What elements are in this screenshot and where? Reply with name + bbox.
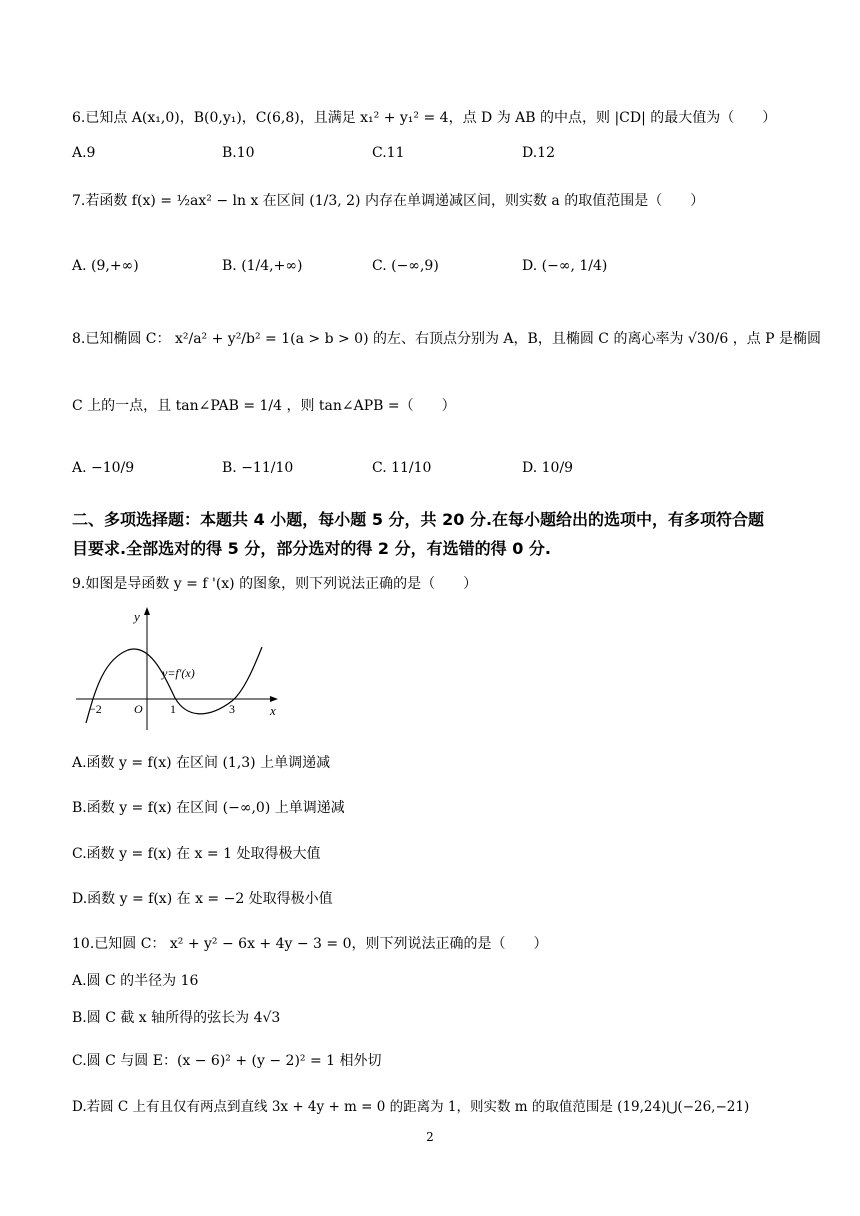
page-number: 2: [426, 1130, 434, 1144]
q7-option-b: B. (1/4,+∞): [222, 258, 303, 274]
q9-option-d: D.函数 y = f(x) 在 x = −2 处取得极小值: [72, 891, 333, 907]
question-6-stem: 6.已知点 A(x₁,0)，B(0,y₁)，C(6,8)，且满足 x₁² + y₁² = 4，点 D 为 AB 的中点，则 |CD| 的最大值为（ ）: [72, 110, 777, 126]
derivative-graph: [72, 605, 292, 735]
section-heading-line2: 目要求.全部选对的得 5 分，部分选对的得 2 分，有选错的得 0 分.: [72, 539, 551, 558]
tick-label-1: 1: [170, 702, 176, 716]
q8-option-c: C. 11/10: [372, 460, 432, 476]
q10-option-a: A.圆 C 的半径为 16: [72, 973, 199, 989]
question-7-stem: 7.若函数 f(x) = ½ax² − ln x 在区间 (1/3, 2) 内存在单调递减区间，则实数 a 的取值范围是（ ）: [72, 193, 705, 209]
tick-label-neg2: −2: [89, 702, 102, 716]
q7-option-c: C. (−∞,9): [372, 258, 439, 274]
x-axis-arrow: [270, 696, 278, 702]
curve-label: y=f′(x): [162, 666, 195, 680]
q6-option-b: B.10: [222, 145, 255, 161]
section-heading-line1: 二、多项选择题：本题共 4 小题，每小题 5 分，共 20 分.在每小题给出的选项中，有多项符合题: [72, 510, 765, 529]
q9-option-c: C.函数 y = f(x) 在 x = 1 处取得极大值: [72, 846, 321, 862]
q7-option-d: D. (−∞, 1/4): [522, 258, 608, 274]
x-axis-label: x: [270, 703, 276, 718]
q9-option-a: A.函数 y = f(x) 在区间 (1,3) 上单调递减: [72, 755, 331, 771]
question-10-stem: 10.已知圆 C： x² + y² − 6x + 4y − 3 = 0，则下列说法正确的是（ ）: [72, 936, 548, 952]
question-9-stem: 9.如图是导函数 y = f '(x) 的图象，则下列说法正确的是（ ）: [72, 576, 478, 592]
q10-option-b: B.圆 C 截 x 轴所得的弦长为 4√3: [72, 1010, 281, 1026]
q6-option-d: D.12: [522, 145, 555, 161]
q7-option-a: A. (9,+∞): [72, 258, 139, 274]
origin-label: O: [134, 702, 143, 716]
tick-label-3: 3: [229, 702, 235, 716]
q10-option-d: D.若圆 C 上有且仅有两点到直线 3x + 4y + m = 0 的距离为 1，则实数 m 的取值范围是 (19,24)⋃(−26,−21): [72, 1099, 750, 1115]
q8-option-d: D. 10/9: [522, 460, 574, 476]
q6-option-c: C.11: [372, 145, 405, 161]
y-axis-label: y: [134, 609, 140, 624]
q8-option-b: B. −11/10: [222, 460, 294, 476]
y-axis-arrow: [144, 607, 150, 615]
q6-option-a: A.9: [72, 145, 96, 161]
q10-option-c: C.圆 C 与圆 E：(x − 6)² + (y − 2)² = 1 相外切: [72, 1053, 382, 1069]
q8-option-a: A. −10/9: [72, 460, 135, 476]
question-8-stem-line2: C 上的一点，且 tan∠PAB = 1/4 ，则 tan∠APB =（ ）: [72, 398, 456, 414]
q9-option-b: B.函数 y = f(x) 在区间 (−∞,0) 上单调递减: [72, 800, 345, 816]
question-8-stem-line1: 8.已知椭圆 C： x²/a² + y²/b² = 1(a > b > 0) 的左、右顶点分别为 A，B，且椭圆 C 的离心率为 √30/6 ，点 P 是椭圆: [72, 331, 822, 347]
